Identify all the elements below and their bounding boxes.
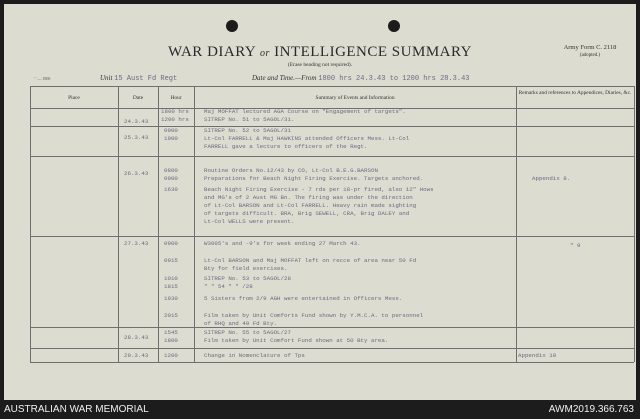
entry-text: Film taken by Unit Comforts Fund shown by Y.M.C.A. to personnel — [204, 312, 424, 319]
entry-text: of Lt-Col BARSON and Lt-Col FARRELL. Heavy rain made sighting — [204, 202, 417, 209]
entry-hour: 1200 — [164, 352, 178, 359]
entry-date: 24.3.43 — [124, 118, 149, 125]
subtitle: (Erase heading not required). — [287, 62, 353, 68]
form-code: ‘’ — 1800 — [34, 76, 51, 81]
entry-date: 26.3.43 — [124, 170, 149, 177]
entry-text: SITREP No. 52 to 5AGOL/31 — [204, 127, 291, 134]
entry-text: 5 Sisters from 2/9 AGH were entertained in Officers Mess. — [204, 295, 403, 302]
entry-text: Bty for field exercises. — [204, 265, 288, 272]
entry-text: of targets difficult. BRA, Brig SEWELL, CRA, Brig DALEY and — [204, 210, 410, 217]
entry-text: SITREP No. 55 to 5AGOL/27 — [204, 329, 291, 336]
entry-text: SITREP No. 51 to 5AGOL/31. — [204, 116, 295, 123]
date-time-label: Date and Time.—From — [252, 74, 317, 82]
col-divider-remarks — [516, 86, 517, 362]
footer-accession-number: AWM2019.366.763 — [548, 404, 634, 415]
army-form-number: Army Form C. 2118 — [563, 44, 617, 51]
entry-hour: 0800 — [164, 167, 178, 174]
table-left-rule — [30, 86, 31, 362]
col-header-date: Date — [132, 95, 144, 101]
entry-hour: 1900 — [164, 135, 178, 142]
unit-label: Unit — [100, 74, 113, 82]
remark-appendix-9: " 9 — [570, 242, 581, 249]
army-form-label — [550, 44, 630, 60]
entry-hour: 1200 hrs — [161, 116, 189, 123]
entry-hour: 0915 — [164, 257, 178, 264]
title-war-diary: WAR DIARY — [167, 44, 256, 60]
entry-hour: 1010 — [164, 275, 178, 282]
day-separator — [30, 348, 634, 349]
table-bottom-rule — [30, 362, 634, 363]
day-separator — [30, 126, 634, 127]
entry-hour: 1545 — [164, 329, 178, 336]
entry-text: Lt-Col BARSON and Maj MOFFAT left on recce of area near 50 Fd — [204, 257, 417, 264]
entry-text: " " 54 " " /28 — [204, 283, 253, 290]
entry-text: Film taken by Unit Comfort Fund shown at 50 Bty area. — [204, 337, 389, 344]
entry-hour: 1800 — [164, 337, 178, 344]
col-header-summary: Summary of Events and Information — [315, 95, 395, 101]
entry-hour: 1815 — [164, 283, 178, 290]
entry-date: 27.3.43 — [124, 240, 149, 247]
col-header-hour: Hour — [170, 95, 182, 101]
footer-institution: AUSTRALIAN WAR MEMORIAL — [4, 404, 149, 415]
entry-text: of RHQ and 49 Fd Bty. — [204, 320, 278, 327]
entry-date: 29.3.43 — [124, 352, 149, 359]
remark-appendix-8: Appendix 8. — [532, 175, 571, 182]
day-separator — [30, 236, 634, 237]
entry-text: Lt-Col WELLS were present. — [204, 218, 295, 225]
title-intelligence-summary: INTELLIGENCE SUMMARY — [274, 44, 473, 60]
entry-hour: 0900 — [164, 175, 178, 182]
col-divider-date — [118, 86, 119, 362]
day-separator — [30, 156, 634, 157]
entry-hour: 1630 — [164, 186, 178, 193]
entry-hour: 0900 — [164, 240, 178, 247]
col-header-remarks: Remarks and references to Appendices, Diaries, &c. — [518, 90, 632, 96]
unit-line — [100, 74, 177, 83]
title-or: or — [259, 48, 270, 59]
date-time-value: 1800 hrs 24.3.43 to 1200 hrs 28.3.43 — [318, 75, 470, 83]
table-right-rule — [634, 86, 635, 362]
entry-text: Routine Orders No.12/43 by CO, Lt-Col B.E.G.BARSON — [204, 167, 378, 174]
entry-text: Preparations for Beach Night Firing Exercise. Targets anchored. — [204, 175, 424, 182]
entry-text: SITREP No. 53 to 5AGOL/28 — [204, 275, 291, 282]
entry-date: 28.3.43 — [124, 334, 149, 341]
date-time-line — [252, 74, 469, 83]
entry-hour: 2015 — [164, 312, 178, 319]
punch-hole-left — [226, 20, 238, 32]
table-top-rule — [30, 86, 634, 87]
page-title — [4, 44, 636, 61]
remark-appendix-10: Appendix 10 — [518, 352, 557, 359]
army-form-note: (adopted.) — [579, 53, 601, 58]
entry-text: W3005's and -9's for week ending 27 March 43. — [204, 240, 361, 247]
entry-text: Change in Nomenclature of Tps — [204, 352, 305, 359]
col-header-place: Place — [68, 95, 80, 101]
entry-text: Maj MOFFAT lectured AGA Course on "Engagement of targets". — [204, 108, 406, 115]
entry-hour: 1800 hrs — [161, 108, 189, 115]
entry-text: and MG's of 2 Aust MG Bn. The firing was under the direction — [204, 194, 413, 201]
col-divider-summary — [194, 86, 195, 362]
entry-text: Beach Night Firing Exercise - 7 rds per 18-pr fired, also 12" Hows — [204, 186, 434, 193]
entry-hour: 0900 — [164, 127, 178, 134]
entry-text: Lt-Col FARRELL & Maj HAWKINS attended Officers Mess. Lt-Col — [204, 135, 410, 142]
day-separator — [30, 327, 634, 328]
col-divider-hour — [158, 86, 159, 362]
unit-value: 15 Aust Fd Regt — [114, 75, 178, 83]
entry-date: 25.3.43 — [124, 134, 149, 141]
war-diary-sheet — [4, 4, 636, 400]
entry-text: FARRELL gave a lecture to officers of the Regt. — [204, 143, 368, 150]
punch-hole-right — [388, 20, 400, 32]
entry-hour: 1930 — [164, 295, 178, 302]
